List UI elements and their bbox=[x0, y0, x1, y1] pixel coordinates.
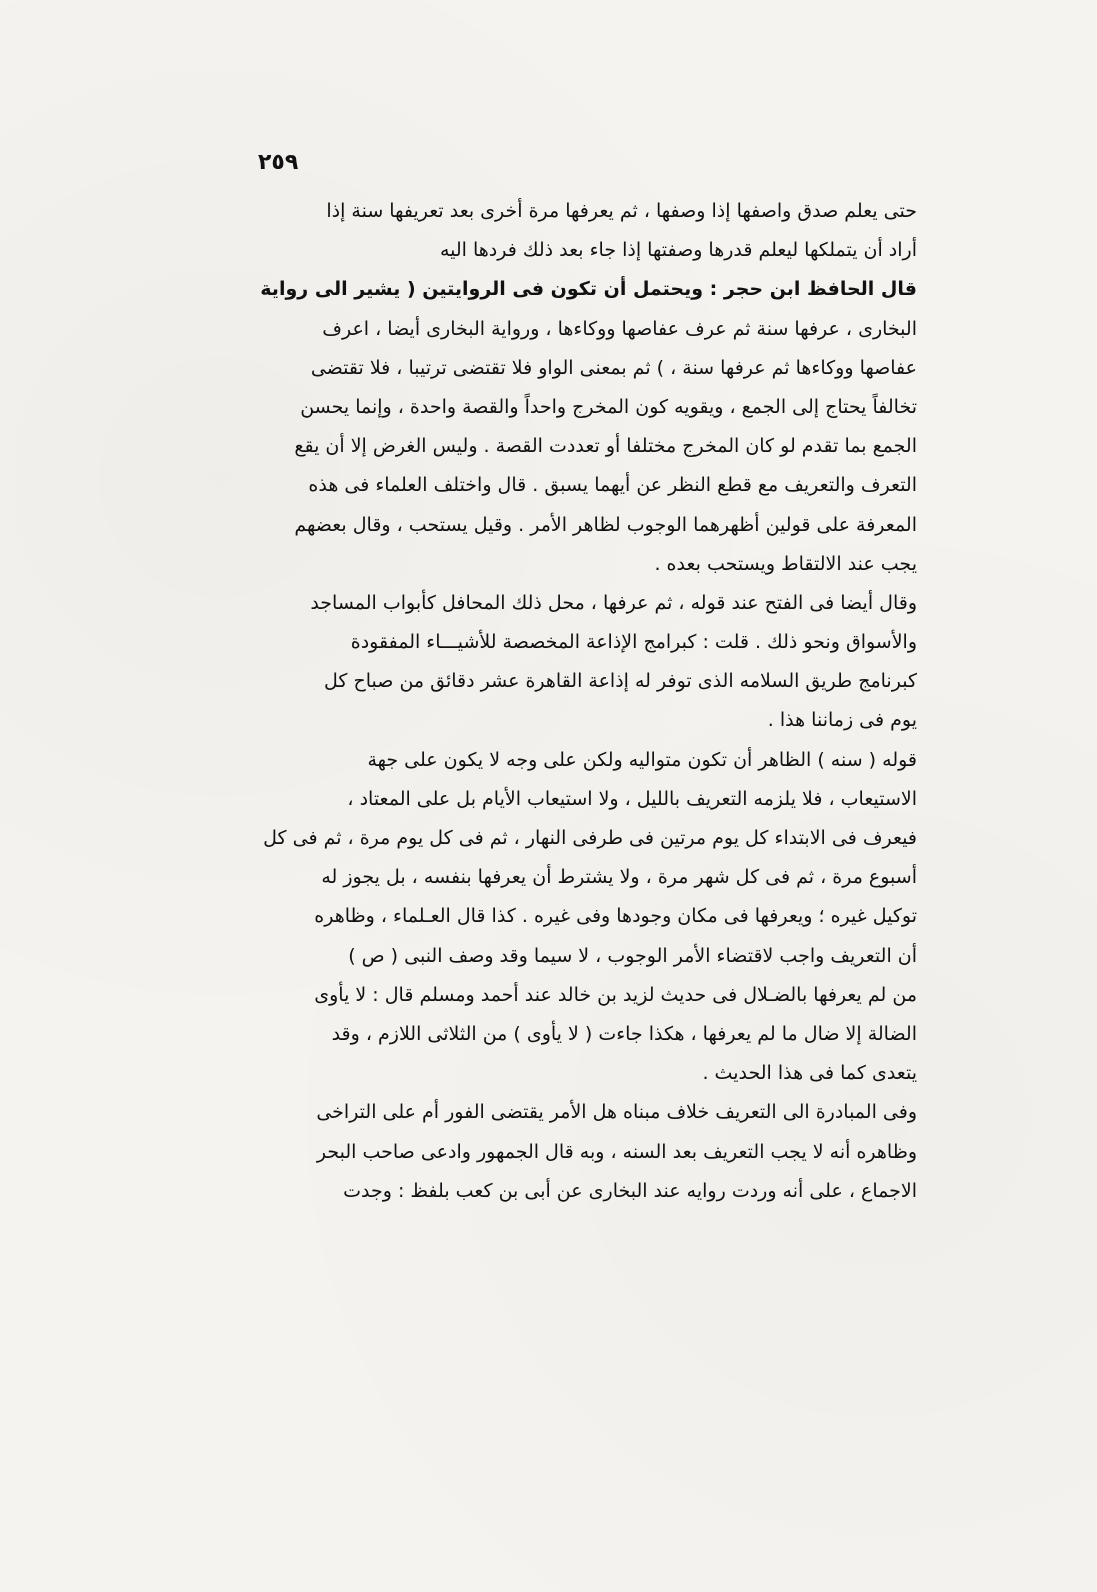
text-line: قوله ( سنه ) الظاهر أن تكون متواليه ولكن على وجه لا يكون على جهة bbox=[367, 748, 917, 771]
page-number: ٢٥٩ bbox=[258, 150, 299, 175]
text-line: البخارى ، عرفها سنة ثم عرف عفاصها ووكاءها ، ورواية البخارى أيضا ، اعرف bbox=[322, 317, 917, 340]
text-line: وفى المبادرة الى التعريف خلاف مبناه هل الأمر يقتضى الفور أم على التراخى bbox=[316, 1101, 917, 1124]
text-line: يجب عند الالتقاط ويستحب بعده . bbox=[654, 552, 917, 575]
text-line: الجمع بما تقدم لو كان المخرج مختلفا أو تعددت القصة . وليس الغرض إلا أن يقع bbox=[294, 435, 917, 458]
text-line: عفاصها ووكاءها ثم عرفها سنة ، ) ثم بمعنى الواو فلا تقتضى ترتيبا ، فلا تقتضى bbox=[310, 356, 917, 379]
text-line: فيعرف فى الابتداء كل يوم مرتين فى طرفى النهار ، ثم فى كل يوم مرة ، ثم فى كل bbox=[263, 827, 917, 849]
text-line: والأسواق ونحو ذلك . قلت : كبرامج الإذاعة المخصصة للأشيـــاء المفقودة bbox=[350, 631, 917, 654]
text-line: المعرفة على قولين أظهرهما الوجوب لظاهر الأمر . وقيل يستحب ، وقال بعضهم bbox=[294, 513, 917, 536]
text-line: أسبوع مرة ، ثم فى كل شهر مرة ، ولا يشترط أن يعرفها بنفسه ، بل يجوز له bbox=[321, 866, 917, 889]
text-line: أراد أن يتملكها ليعلم قدرها وصفتها إذا جاء بعد ذلك فردها اليه bbox=[439, 239, 917, 262]
text-line: الاجماع ، على أنه وردت روايه عند البخارى عن أبى بن كعب بلفظ : وجدت bbox=[343, 1179, 917, 1202]
text-line: يتعدى كما فى هذا الحديث . bbox=[702, 1062, 917, 1085]
text-line: أن التعريف واجب لاقتضاء الأمر الوجوب ، لا سيما وقد وصف النبى ( ص ) bbox=[348, 944, 917, 967]
text-line: وقال أيضا فى الفتح عند قوله ، ثم عرفها ، محل ذلك المحافل كأبواب المساجد bbox=[310, 591, 917, 614]
text-line: من لم يعرفها بالضـلال فى حديث لزيد بن خالد عند أحمد ومسلم قال : لا يأوى bbox=[314, 983, 917, 1006]
body-text bbox=[215, 192, 917, 1211]
text-line: توكيل غيره ؛ ويعرفها فى مكان وجودها وفى غيره . كذا قال العـلماء ، وظاهره bbox=[314, 905, 917, 928]
text-line: قال الحافظ ابن حجر : ويحتمل أن تكون فى الروايتين ( يشير الى رواية bbox=[260, 278, 917, 301]
text-line: الاستيعاب ، فلا يلزمه التعريف بالليل ، ولا استيعاب الأيام بل على المعتاد ، bbox=[347, 787, 917, 810]
text-line: الضالة إلا ضال ما لم يعرفها ، هكذا جاءت ( لا يأوى ) من الثلاثى اللازم ، وقد bbox=[331, 1022, 917, 1045]
text-line: كبرنامج طريق السلامه الذى توفر له إذاعة القاهرة عشر دقائق من صباح كل bbox=[324, 670, 917, 693]
text-line: وظاهره أنه لا يجب التعريف بعد السنه ، وبه قال الجمهور وادعى صاحب البحر bbox=[316, 1140, 917, 1163]
text-line: التعرف والتعريف مع قطع النظر عن أيهما يسبق . قال واختلف العلماء فى هذه bbox=[308, 474, 917, 497]
text-line: حتى يعلم صدق واصفها إذا وصفها ، ثم يعرفها مرة أخرى بعد تعريفها سنة إذا bbox=[326, 200, 917, 222]
text-line: يوم فى زماننا هذا . bbox=[767, 709, 917, 732]
text-line: تخالفاً يحتاج إلى الجمع ، ويقويه كون المخرج واحداً والقصة واحدة ، وإنما يحسن bbox=[300, 395, 917, 418]
